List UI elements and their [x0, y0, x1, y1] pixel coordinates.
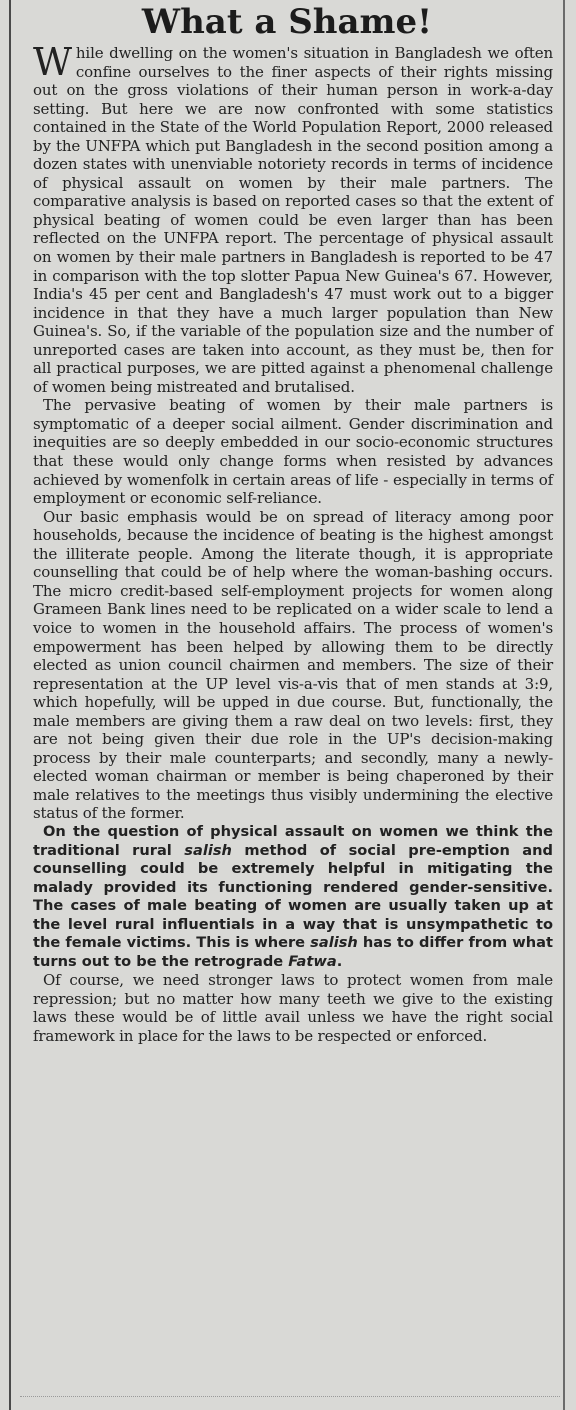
bottom-divider [20, 1396, 560, 1398]
column-rule-left [9, 0, 11, 1410]
paragraph-1-text: hile dwelling on the women's situation in Bangladesh we often confine ourselves to the finer aspects of their rights missing out on the gross violations of their human person in work-a-day setting. But here we are now confronted with some statistics contained in the State of the World Population Report, 2000 released by the UNFPA which put Bangladesh in the second position among a dozen states with unenviable notoriety records in terms of incidence of physical assault on women by their male partners. The comparative analysis is based on reported cases so that the extent of physical beating of women could be even larger than has been reflected on the UNFPA report. The percentage of physical assault on women by their male partners in Bangladesh is reported to be 47 in comparison with the top slotter Papua New Guinea's 67. However, India's 45 per cent and Bangladesh's 47 must work out to a bigger incidence in that they have a much larger population than New Guinea's. So, if the variable of the population size and the number of unreported cases are taken into account, as they must be, then for all practical purposes, we are pitted against a phenomenal challenge of women being mistreated and brutalised. [33, 44, 553, 396]
paragraph-4-part-1: On the question of physical assault on women we think the traditional rural [33, 822, 553, 859]
paragraph-2: The pervasive beating of women by their male partners is symptomatic of a deeper social ailment. Gender discrimination and inequities are so deeply embedded in our socio-economic structures that these would only change forms when resisted by advances achieved by womenfolk in certain areas of life - especially in terms of employment or economic self-reliance. [33, 396, 553, 508]
salish-term-1: salish [184, 841, 232, 859]
paragraph-4-part-4: . [336, 952, 343, 970]
paragraph-4-bold [33, 823, 553, 971]
paragraph-3: Our basic emphasis would be on spread of literacy among poor households, because the incidence of beating is the highest amongst the illiterate people. Among the literate though, it is appropriate counselling that could be of help where the woman-bashing occurs. The micro credit-based self-employment projects for women along Grameen Bank lines need to be replicated on a wider scale to lend a voice to women in the household affairs. The process of women's empowerment has been helped by allowing them to be directly elected as union council chairmen and members. The size of their representation at the UP level vis-a-vis that of men stands at 3:9, which hopefully, will be upped in due course. But, functionally, the male members are giving them a raw deal on two levels: first, they are not being given their due role in the UP's decision-making process by their male counterparts; and secondly, many a newly-elected woman chairman or member is being chaperoned by their male relatives to the meetings thus visibly undermining the elective status of the former. [33, 507, 553, 823]
headline: What a Shame! [141, 2, 433, 42]
salish-term-2: salish [310, 934, 358, 952]
column-rule-right [563, 0, 565, 1410]
drop-cap: W [33, 40, 72, 84]
paragraph-5: Of course, we need stronger laws to protect women from male repression; but no matter how many teeth we give to the existing laws these would be of little avail unless we have the right social framework in place for the laws to be respected or enforced. [33, 971, 553, 1045]
paragraph-1 [33, 40, 553, 396]
article-body [33, 40, 554, 1046]
fatwa-term: Fatwa [288, 952, 337, 970]
paragraph-4-part-2: method of social pre-emption and counselling could be extremely helpful in mitigating the malady provided its functioning rendered gender-sensitive. The cases of male beating of women are usually taken up at the level rural influentials in a way that is unsympathetic to the female victims. This is where [33, 841, 553, 952]
paragraph-4-part-3: has to differ from what turns out to be the retrograde [33, 934, 554, 970]
